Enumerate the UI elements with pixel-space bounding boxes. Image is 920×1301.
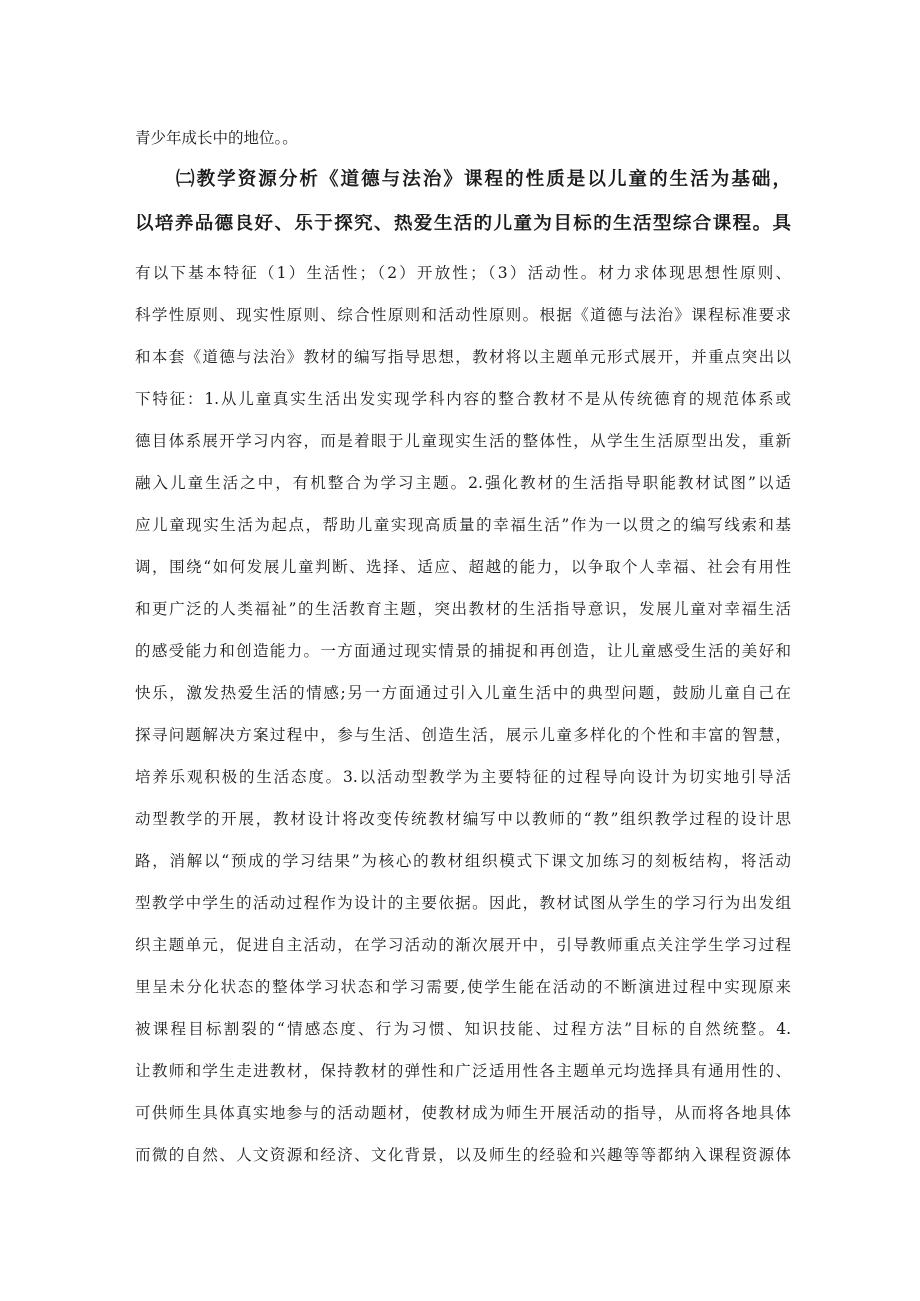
body-line: 和更广泛的人类福祉”的生活教育主题，突出教材的生活指导意识，发展儿童对幸福生活 xyxy=(135,600,791,618)
body-line: 培养乐观积极的生活态度。3.以活动型教学为主要特征的过程导向设计为切实地引导活 xyxy=(135,768,791,786)
body-line: 可供师生具体真实地参与的活动题材，使教材成为师生开展活动的指导，从而将各地具体 xyxy=(135,1104,791,1122)
body-line: 探寻问题解决方案过程中，参与生活、创造生活，展示儿童多样化的个性和丰富的智慧， xyxy=(135,726,791,744)
body-line: 下特征：1.从儿童真实生活出发实现学科内容的整合教材不是从传统德育的规范体系或 xyxy=(135,390,791,408)
body-line: 被课程目标割裂的“情感态度、行为习惯、知识技能、过程方法”目标的自然统整。4. xyxy=(135,1020,791,1038)
body-line: 调，围绕“如何发展儿童判断、选择、适应、超越的能力，以争取个人幸福、社会有用性 xyxy=(135,558,791,576)
body-line: 和本套《道德与法治》教材的编写指导思想，教材将以主题单元形式展开，并重点突出以 xyxy=(135,348,791,366)
section-heading-line-1: ㈡教学资源分析《道德与法治》课程的性质是以儿童的生活为基础， xyxy=(176,169,791,190)
body-line: 动型教学的开展，教材设计将改变传统教材编写中以教师的“教”组织教学过程的设计思 xyxy=(135,810,791,828)
body-line: 让教师和学生走进教材，保持教材的弹性和广泛适用性各主题单元均选择具有通用性的、 xyxy=(135,1062,791,1080)
body-line: 科学性原则、现实性原则、综合性原则和活动性原则。根据《道德与法治》课程标准要求 xyxy=(135,306,791,324)
body-line: 型教学中学生的活动过程作为设计的主要依据。因此，教材试图从学生的学习行为出发组 xyxy=(135,894,791,912)
prev-paragraph-tail: 青少年成长中的地位。。 xyxy=(135,129,298,147)
body-line: 里呈未分化状态的整体学习状态和学习需要,使学生能在活动的不断演进过程中实现原来 xyxy=(135,978,791,996)
body-line: 而微的自然、人文资源和经济、文化背景，以及师生的经验和兴趣等等都纳入课程资源体 xyxy=(135,1146,791,1164)
body-line: 有以下基本特征（1）生活性；（2）开放性；（3）活动性。材力求体现思想性原则、 xyxy=(135,264,791,282)
body-line: 路，消解以“预成的学习结果”为核心的教材组织模式下课文加练习的刻板结构，将活动 xyxy=(135,852,791,870)
body-line: 的感受能力和创造能力。一方面通过现实情景的捕捉和再创造，让儿童感受生活的美好和 xyxy=(135,642,791,660)
body-line: 融入儿童生活之中，有机整合为学习主题。2.强化教材的生活指导职能教材试图”以适 xyxy=(135,474,791,492)
body-line: 德目体系展开学习内容，而是着眼于儿童现实生活的整体性，从学生生活原型出发，重新 xyxy=(135,432,791,450)
body-line xyxy=(135,214,791,234)
body-line: 应儿童现实生活为起点，帮助儿童实现高质量的幸福生活”作为一以贯之的编写线索和基 xyxy=(135,516,791,534)
body-line-bold-part: 以培养品德良好、乐于探究、热爱生活的儿童为目标的生活型综合课程。具 xyxy=(135,214,791,234)
body-line: 织主题单元，促进自主活动，在学习活动的渐次展开中，引导教师重点关注学生学习过程 xyxy=(135,936,791,954)
body-line: 快乐，激发热爱生活的情感;另一方面通过引入儿童生活中的典型问题，鼓励儿童自己在 xyxy=(135,684,791,702)
